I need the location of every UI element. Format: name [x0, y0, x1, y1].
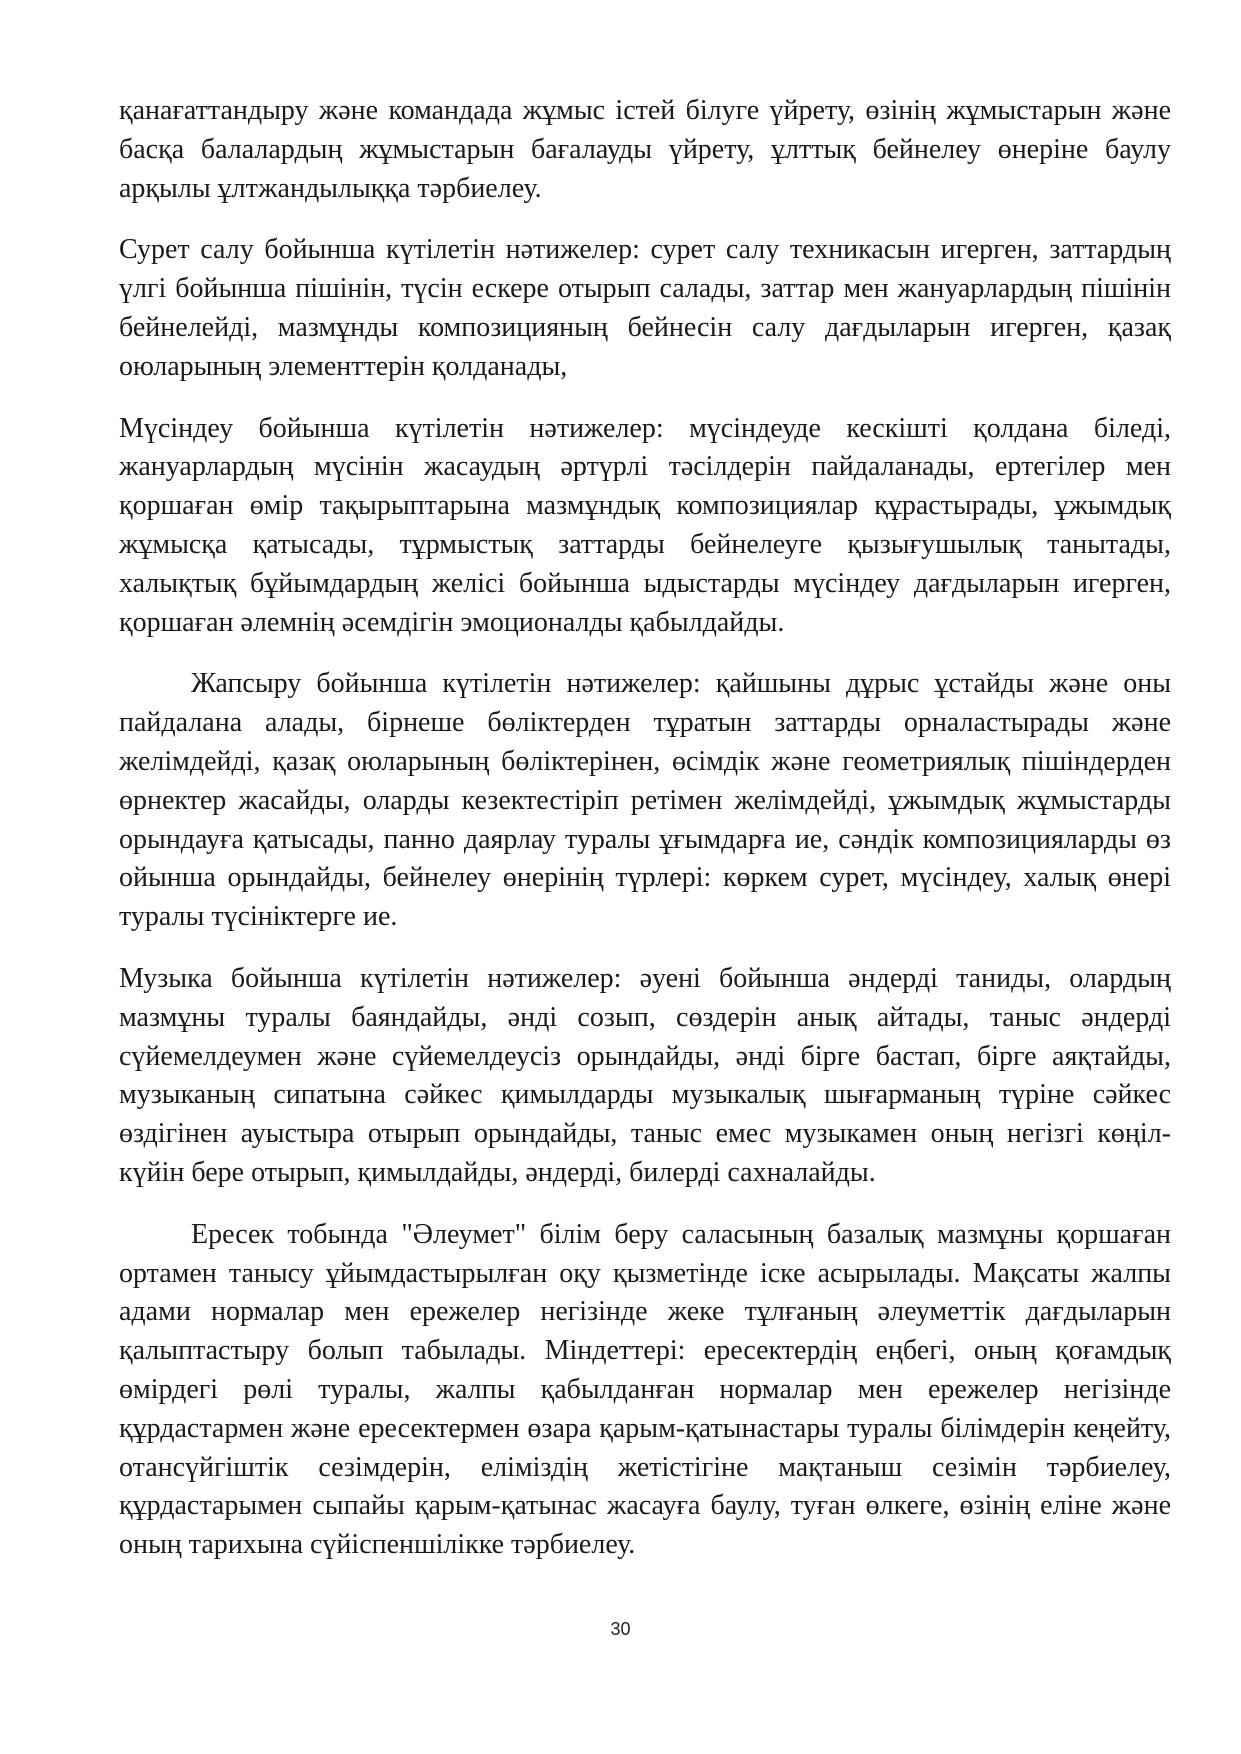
- page-number: 30: [610, 1619, 631, 1639]
- paragraph-applique-results: Жапсыру бойынша күтілетін нәтижелер: қайшыны дұрыс ұстайды және оны пайдалана алады, бірнеше бөліктерден тұратын заттарды орналастырады және желімдейді, қазақ оюларының бөліктерінен, өсімдік және геометриялық пішіндерден өрнектер жасайды, оларды кезектестіріп ретімен желімдейді, ұжымдық жұмыстарды орындауға қатысады, панно даярлау туралы ұғымдарға ие, сәндік композицияларды өз ойынша орындайды, бейнелеу өнерінің түрлері: көркем сурет, мүсіндеу, халық өнері туралы түсініктерге ие.: [119, 668, 1171, 933]
- paragraph-continuation: қанағаттандыру және командада жұмыс істей білуге үйрету, өзінің жұмыстарын және басқа балалардың жұмыстарын бағалауды үйрету, ұлттық бейнелеу өнеріне баулу арқылы ұлтжандылыққа тәрбиелеу.: [119, 95, 1171, 204]
- paragraph-drawing-results: Сурет салу бойынша күтілетін нәтижелер: сурет салу техникасын игерген, заттардың үлгі бойынша пішінін, түсін ескере отырып салады, заттар мен жануарлардың пішінін бейнелейді, мазмұнды композицияның бейнесін салу дағдыларын игерген, қазақ оюларының элементтерін қолданады,: [119, 234, 1171, 382]
- paragraph-music-results: Музыка бойынша күтілетін нәтижелер: әуені бойынша әндерді таниды, олардың мазмұны туралы баяндайды, әнді созып, сөздерін анық айтады, таныс әндерді сүйемелдеумен және сүйемелдеусіз орындайды, әнді бірге бастап, бірге аяқтайды, музыканың сипатына сәйкес қимылдарды музыкалық шығарманың түріне сәйкес өздігінен ауыстыра отырып орындайды, таныс емес музыкамен оның негізгі көңіл-күйін бере отырып, қимылдайды, әндерді, билерді сахналайды.: [119, 962, 1171, 1188]
- paragraph-modeling-results: Мүсіндеу бойынша күтілетін нәтижелер: мүсіндеуде кескішті қолдана біледі, жануарлардың мүсінін жасаудың әртүрлі тәсілдерін пайдаланады, ертегілер мен қоршаған өмір тақырыптарына мазмұндық композициялар құрастырады, ұжымдық жұмысқа қатысады, тұрмыстық заттарды бейнелеуге қызығушылық танытады, халықтық бұйымдардың желісі бойынша ыдыстарды мүсіндеу дағдыларын игерген, қоршаған әлемнің әсемдігін эмоционалды қабылдайды.: [119, 412, 1171, 638]
- paragraph-social-area: Ересек тобында "Әлеумет" білім беру саласының базалық мазмұны қоршаған ортамен танысу ұйымдастырылған оқу қызметінде іске асырылады. Мақсаты жалпы адами нормалар мен ережелер негізінде жеке тұлғаның әлеуметтік дағдыларын қалыптастыру болып табылады. Міндеттері: ересектердің еңбегі, оның қоғамдық өмірдегі рөлі туралы, жалпы қабылданған нормалар мен ережелер негізінде құрдастармен және ересектермен өзара қарым-қатынастары туралы білімдерін кеңейту, отансүйгіштік сезімдерін, еліміздің жетістігіне мақтаныш сезімін тәрбиелеу, құрдастарымен сыпайы қарым-қатынас жасауға баулу, туған өлкеге, өзінің еліне және оның тарихына сүйіспеншілікке тәрбиелеу.: [119, 1218, 1171, 1561]
- document-body: [119, 92, 1171, 1588]
